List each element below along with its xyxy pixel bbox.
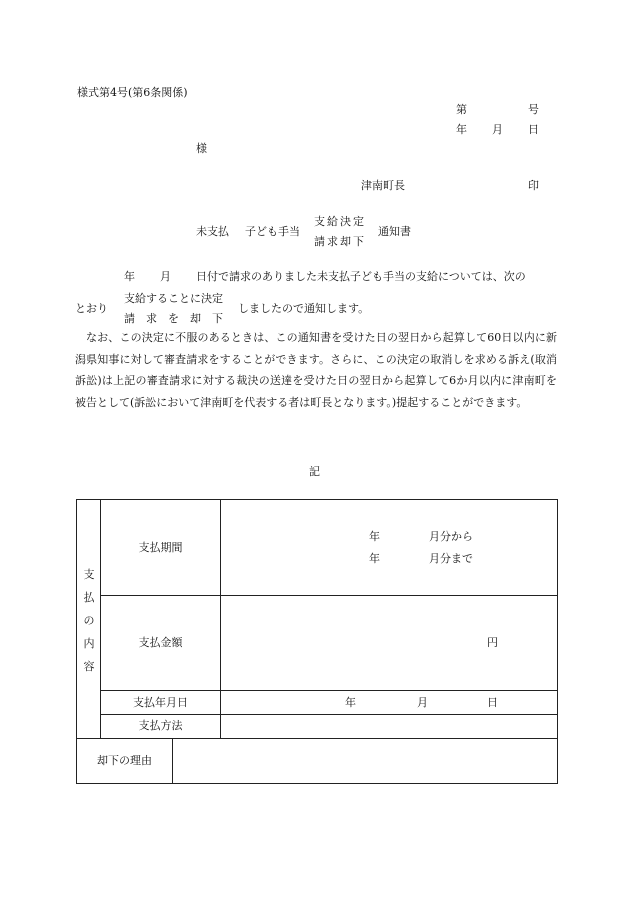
number-suffix: 号 xyxy=(528,103,539,116)
date-month: 月 xyxy=(492,123,503,136)
body-line2-tail: しましたので通知します。 xyxy=(238,302,370,315)
notice-paragraph: なお、この決定に不服のあるときは、この通知書を受けた日の翌日から起算して60日以内に新潟県知事に対して審査請求をすることができます。さらに、この決定の取消しを求める訴え(取消訴訟)は上記の審査請求に対する裁決の送達を受けた日の翌日から起算して6か月以内に津南町を被告として(訴訟において津南町を代表する者は町長となります。)提起することができます。 xyxy=(75,331,557,409)
number-prefix: 第 xyxy=(456,103,467,116)
table-left-border xyxy=(76,499,77,783)
date-year: 年 xyxy=(456,123,467,136)
period-to-month: 月分まで xyxy=(429,552,473,565)
table-top-border xyxy=(76,499,558,500)
rejection-reason-label: 却下の理由 xyxy=(97,754,152,767)
payment-date-label: 支払年月日 xyxy=(133,696,188,709)
period-from-year: 年 xyxy=(369,530,380,543)
payment-date-day: 日 xyxy=(487,696,498,709)
body-line2-lead: とおり xyxy=(75,302,108,315)
row-divider-3 xyxy=(100,714,558,715)
table-bottom-border xyxy=(76,783,558,784)
body-option-bottom: 請 求 を 却 下 xyxy=(124,312,223,325)
group-label: 支 払 の 内 容 xyxy=(83,568,95,673)
period-from-month: 月分から xyxy=(429,530,473,543)
title-part1: 未支払 xyxy=(196,225,229,238)
payment-date-year: 年 xyxy=(345,696,356,709)
row-divider-2 xyxy=(100,690,558,691)
seal-mark: 印 xyxy=(528,179,539,192)
body-line1-text: 日付で請求のありました未支払子ども手当の支給については、次の xyxy=(196,270,526,283)
title-part3: 通知書 xyxy=(378,225,411,238)
row-divider-1 xyxy=(100,595,558,596)
form-number: 様式第4号(第6条関係) xyxy=(77,86,188,99)
row-divider-4 xyxy=(76,738,558,739)
period-to-year: 年 xyxy=(369,552,380,565)
payment-date-month: 月 xyxy=(417,696,428,709)
table-right-border xyxy=(557,499,558,783)
date-day: 日 xyxy=(528,123,539,136)
amount-label: 支払金額 xyxy=(138,636,183,649)
title-part2: 子ども手当 xyxy=(245,225,300,238)
title-option-bottom: 請求却下 xyxy=(314,235,366,248)
issuer: 津南町長 xyxy=(361,179,405,192)
addressee-suffix: 様 xyxy=(196,142,207,155)
body-option-top: 支給することに決定 xyxy=(124,292,223,305)
payment-method-label: 支払方法 xyxy=(138,719,183,732)
body-year: 年 xyxy=(124,270,135,283)
amount-unit: 円 xyxy=(487,636,498,649)
label-divider xyxy=(220,499,221,738)
title-option-top: 支給決定 xyxy=(314,215,366,228)
body-month: 月 xyxy=(160,270,171,283)
ki-heading: 記 xyxy=(309,465,320,478)
rejection-divider xyxy=(172,738,173,783)
period-label: 支払期間 xyxy=(138,541,183,554)
